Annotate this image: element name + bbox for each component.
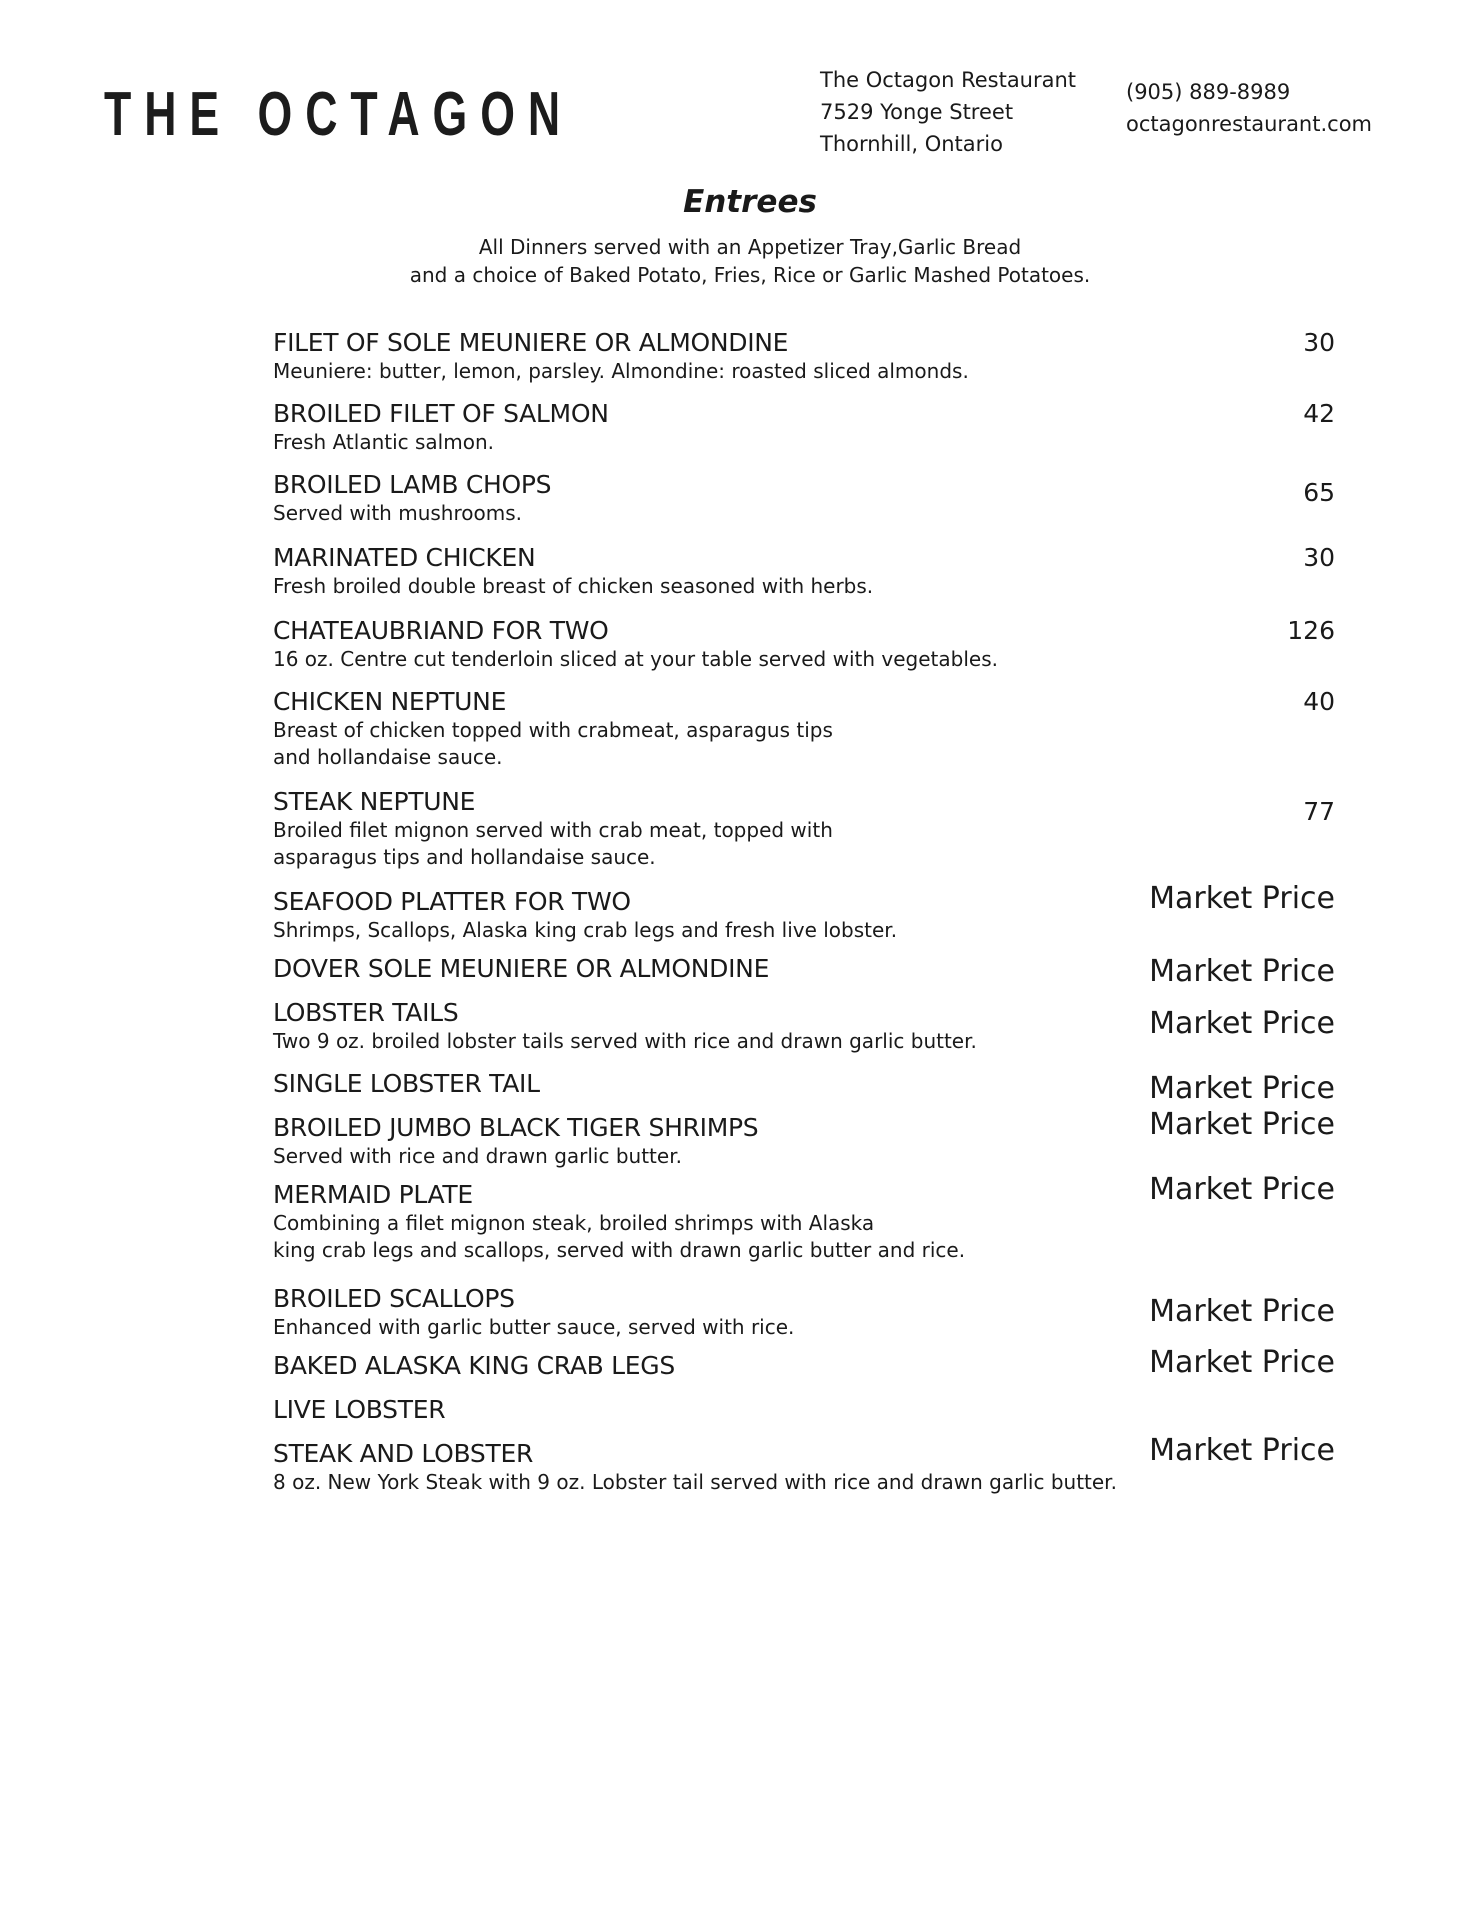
menu-item <box>273 881 1335 944</box>
restaurant-logo: THE OCTAGON <box>104 80 574 149</box>
menu-item-description: Broiled filet mignon served with crab meat, topped with <box>273 818 833 842</box>
restaurant-contact <box>1126 76 1372 140</box>
menu-item-name: BROILED LAMB CHOPS <box>273 470 552 499</box>
menu-item <box>273 1433 1335 1496</box>
menu-item-price: 65 <box>1303 478 1335 507</box>
menu-item <box>273 616 1335 673</box>
menu-item <box>273 543 1335 600</box>
menu-item <box>273 470 1335 527</box>
menu-item-description: Fresh Atlantic salmon. <box>273 430 494 454</box>
menu-item-price: 40 <box>1303 687 1335 716</box>
menu-item-name: BROILED JUMBO BLACK TIGER SHRIMPS <box>273 1113 759 1142</box>
menu-item-name: SEAFOOD PLATTER FOR TWO <box>273 887 631 916</box>
menu-item-name: BROILED SCALLOPS <box>273 1284 515 1313</box>
menu-item-name: DOVER SOLE MEUNIERE OR ALMONDINE <box>273 954 770 983</box>
menu-item-name: FILET OF SOLE MEUNIERE OR ALMONDINE <box>273 328 789 357</box>
menu-item-description: asparagus tips and hollandaise sauce. <box>273 845 656 869</box>
menu-item-name: STEAK AND LOBSTER <box>273 1439 534 1468</box>
menu-item-description: 8 oz. New York Steak with 9 oz. Lobster tail served with rice and drawn garlic butter. <box>273 1470 1117 1494</box>
menu-item-price: Market Price <box>1149 881 1335 916</box>
menu-item-price: Market Price <box>1149 1107 1335 1142</box>
menu-item-description: Shrimps, Scallops, Alaska king crab legs and fresh live lobster. <box>273 918 898 942</box>
menu-item-description: Fresh broiled double breast of chicken seasoned with herbs. <box>273 574 874 598</box>
menu-item <box>273 787 1335 871</box>
menu-item-name: MERMAID PLATE <box>273 1180 473 1209</box>
menu-item <box>273 1107 1335 1170</box>
menu-item <box>273 1172 1335 1264</box>
address-line: The Octagon Restaurant <box>820 68 1077 92</box>
menu-item <box>273 998 1335 1055</box>
menu-item <box>273 954 1335 989</box>
menu-item-name: SINGLE LOBSTER TAIL <box>273 1069 540 1098</box>
restaurant-address <box>820 64 1076 160</box>
menu-item-price: Market Price <box>1149 1071 1335 1106</box>
menu-item-description: Breast of chicken topped with crabmeat, asparagus tips <box>273 718 833 742</box>
menu-item-name: MARINATED CHICKEN <box>273 543 536 572</box>
phone-number: (905) 889-8989 <box>1126 80 1291 104</box>
menu-item-description: and hollandaise sauce. <box>273 745 503 769</box>
menu-item-price: 30 <box>1303 328 1335 357</box>
menu-item-price: Market Price <box>1149 1433 1335 1468</box>
menu-item-price: 77 <box>1303 797 1335 826</box>
subtitle-line: All Dinners served with an Appetizer Tray,Garlic Bread <box>478 235 1022 259</box>
menu-item <box>273 1345 1335 1381</box>
menu-item-price: Market Price <box>1149 1006 1335 1041</box>
entree-list <box>273 328 1335 1496</box>
address-line: 7529 Yonge Street <box>820 100 1014 124</box>
menu-item-price: 126 <box>1287 616 1335 645</box>
menu-item-name: LOBSTER TAILS <box>273 998 459 1027</box>
menu-item-name: CHICKEN NEPTUNE <box>273 687 507 716</box>
menu-item-description: Enhanced with garlic butter sauce, served with rice. <box>273 1315 795 1339</box>
menu-item-name: STEAK NEPTUNE <box>273 787 476 816</box>
menu-item-description: Meuniere: butter, lemon, parsley. Almondine: roasted sliced almonds. <box>273 359 969 383</box>
menu-item-description: Combining a filet mignon steak, broiled shrimps with Alaska <box>273 1211 875 1235</box>
menu-item-price: Market Price <box>1149 1345 1335 1380</box>
menu-item-price: Market Price <box>1149 1294 1335 1329</box>
menu-item <box>273 399 1335 456</box>
menu-item <box>273 328 1335 385</box>
menu-item-name: LIVE LOBSTER <box>273 1395 446 1424</box>
menu-item-price: 30 <box>1303 543 1335 572</box>
menu-item-price: Market Price <box>1149 1172 1335 1207</box>
menu-item <box>273 1395 1335 1425</box>
menu-item-description: 16 oz. Centre cut tenderloin sliced at your table served with vegetables. <box>273 647 998 671</box>
section-subtitle <box>0 233 1484 289</box>
subtitle-line: and a choice of Baked Potato, Fries, Rice or Garlic Mashed Potatoes. <box>409 263 1091 287</box>
address-line: Thornhill, Ontario <box>820 132 1003 156</box>
menu-item <box>273 1069 1335 1106</box>
menu-item-description: king crab legs and scallops, served with drawn garlic butter and rice. <box>273 1238 966 1262</box>
menu-item-name: CHATEAUBRIAND FOR TWO <box>273 616 609 645</box>
menu-item-description: Served with rice and drawn garlic butter. <box>273 1144 682 1168</box>
menu-item-description: Served with mushrooms. <box>273 501 522 525</box>
menu-item-name: BAKED ALASKA KING CRAB LEGS <box>273 1351 675 1380</box>
section-title: Entrees <box>683 184 817 220</box>
menu-item-price: Market Price <box>1149 954 1335 989</box>
menu-item-price: 42 <box>1303 399 1335 428</box>
menu-item <box>273 1284 1335 1341</box>
menu-item-name: BROILED FILET OF SALMON <box>273 399 609 428</box>
website-url: octagonrestaurant.com <box>1126 112 1373 136</box>
menu-item <box>273 687 1335 771</box>
menu-item-description: Two 9 oz. broiled lobster tails served with rice and drawn garlic butter. <box>273 1029 977 1053</box>
